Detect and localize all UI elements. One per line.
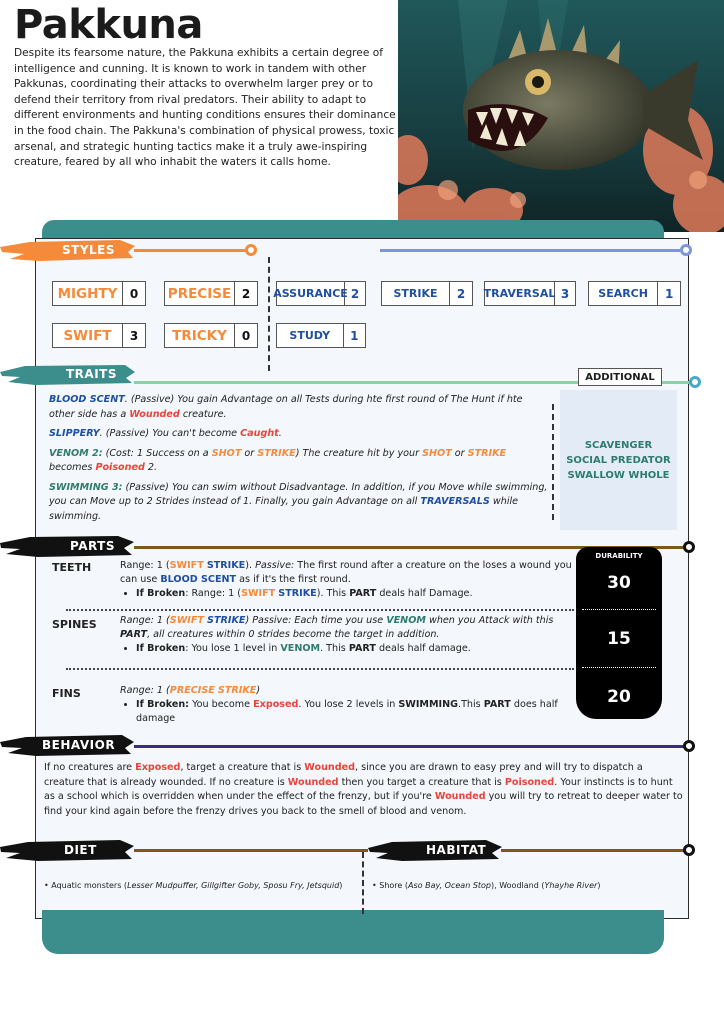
behavior-text: If no creatures are Exposed, target a creature that is Wounded, since you are drawn to easy prey and will try to dispatch a creature that is already wounded. If no creature is Wounded then you target a creature that is Poisoned. Your instincts is to hunt as a school which is overridden when under the effect of the frenzy, but if you're Wounded you will try to retreat to deeper water to find your kind again before the frenzy drives you back to the smell of blood and venom. [44, 762, 683, 817]
parts-heading: PARTS [70, 539, 116, 553]
durability-panel [576, 547, 662, 719]
behavior-divider [134, 745, 688, 748]
habitat-heading: HABITAT [426, 843, 487, 857]
diet-heading: DIET [64, 843, 97, 857]
traits-separator [552, 404, 554, 520]
parts-banner [0, 534, 135, 558]
diet-banner [0, 838, 135, 862]
traits-banner [0, 362, 135, 386]
skill-assurance: ASSURANCE 2 [276, 281, 366, 306]
part-teeth-text: Range: 1 (SWIFT STRIKE). Passive: The first round after a creature on the loses a wound you can use BLOOD SCENT as if it's the first round. • If Broken: Range: 1 (SWIFT STRIKE). This PART deals half Damage. [120, 559, 572, 602]
traits-list [49, 393, 549, 529]
diet-habitat-separator [362, 852, 364, 914]
skills-divider-dot [680, 244, 692, 256]
styles-separator [268, 257, 270, 371]
creature-description: Despite its fearsome nature, the Pakkuna exhibits a certain degree of intelligence and cunning. It is known to work in tandem with other Pakkunas, coordinating their attacks to overwhelm larger prey or to defend their territory from rival predators. Their ability to adapt to different environments and hunting conditions ensures their dominance in the food chain. The Pakkuna's combination of physical prowess, toxic arsenal, and strategic hunting tactics make it a truly awe-inspiring creature, feared by all who inhabit the waters it calls home. [14, 47, 396, 169]
styles-heading: STYLES [62, 243, 116, 257]
skill-study: STUDY 1 [276, 323, 366, 348]
habitat-divider [501, 849, 688, 852]
fins-durability: 20 [607, 687, 631, 707]
skills-divider [380, 249, 680, 252]
styles-divider [134, 249, 246, 252]
behavior-banner [0, 733, 135, 757]
parts-row-divider [66, 609, 574, 611]
behavior-heading: BEHAVIOR [42, 738, 116, 752]
additional-list [560, 390, 677, 530]
diet-divider [134, 849, 368, 852]
trait-slippery: SLIPPERY. (Passive) You can't become Caught. [49, 428, 282, 439]
trait-venom: VENOM 2: (Cost: 1 Success on a SHOT or STRIKE) The creature hit by your SHOT or STRIKE becomes Poisoned 2. [49, 447, 507, 473]
traits-heading: TRAITS [66, 367, 118, 381]
diet-list: • Aquatic monsters (Lesser Mudpuffer, Gillgifter Goby, Sposu Fry, Jetsquid) [44, 881, 343, 890]
skill-search: SEARCH 1 [588, 281, 681, 306]
teeth-durability: 30 [607, 573, 631, 593]
style-mighty: MIGHTY 0 [52, 281, 146, 306]
skill-traversal: TRAVERSAL 3 [484, 281, 576, 306]
habitat-divider-dot [683, 844, 695, 856]
trait-swimming: SWIMMING 3: (Passive) You can swim without Disadvantage. In addition, if you Move while swimming, you can Move up to 2 Strides instead of 1. Finally, you gain Advantage on all TRAVERSALS while swimming. [49, 481, 548, 522]
skill-strike: STRIKE 2 [381, 281, 473, 306]
parts-divider-dot [683, 541, 695, 553]
styles-banner [0, 238, 135, 262]
part-spines-name: SPINES [52, 618, 97, 631]
additional-item: SOCIAL PREDATOR [566, 454, 671, 466]
style-swift: SWIFT 3 [52, 323, 146, 348]
part-fins-name: FINS [52, 687, 81, 700]
part-spines-text: Range: 1 (SWIFT STRIKE) Passive: Each time you use VENOM when you Attack with this PART, all creatures within 0 strides become the target in addition. • If Broken: You lose 1 level in VENOM. This PART deals half damage. [120, 614, 580, 657]
style-tricky: TRICKY 0 [164, 323, 258, 348]
spines-durability: 15 [607, 629, 631, 649]
behavior-divider-dot [683, 740, 695, 752]
style-precise: PRECISE 2 [164, 281, 258, 306]
creature-illustration [398, 0, 724, 232]
page-title: Pakkuna [14, 2, 203, 48]
durability-heading: DURABILITY [595, 552, 643, 560]
additional-item: SWALLOW WHOLE [567, 469, 670, 481]
trait-blood-scent: BLOOD SCENT. (Passive) You gain Advantage on all Tests during hte first round of The Hunt if hte other side has a Wounded creature. [49, 394, 523, 420]
styles-divider-dot [245, 244, 257, 256]
habitat-banner [368, 838, 502, 862]
additional-item: SCAVENGER [584, 439, 653, 451]
part-teeth-name: TEETH [52, 561, 92, 574]
habitat-list: • Shore (Aso Bay, Ocean Stop), Woodland (Yhayhe River) [372, 881, 601, 890]
part-fins-text: Range: 1 (PRECISE STRIKE) • If Broken: You become Exposed. You lose 2 levels in SWIMMING.This PART does half damage [120, 684, 580, 727]
frame-bottom-tab [42, 910, 664, 954]
additional-heading: ADDITIONAL [578, 368, 662, 386]
parts-row-divider [66, 668, 574, 670]
traits-divider-dot [689, 376, 701, 388]
